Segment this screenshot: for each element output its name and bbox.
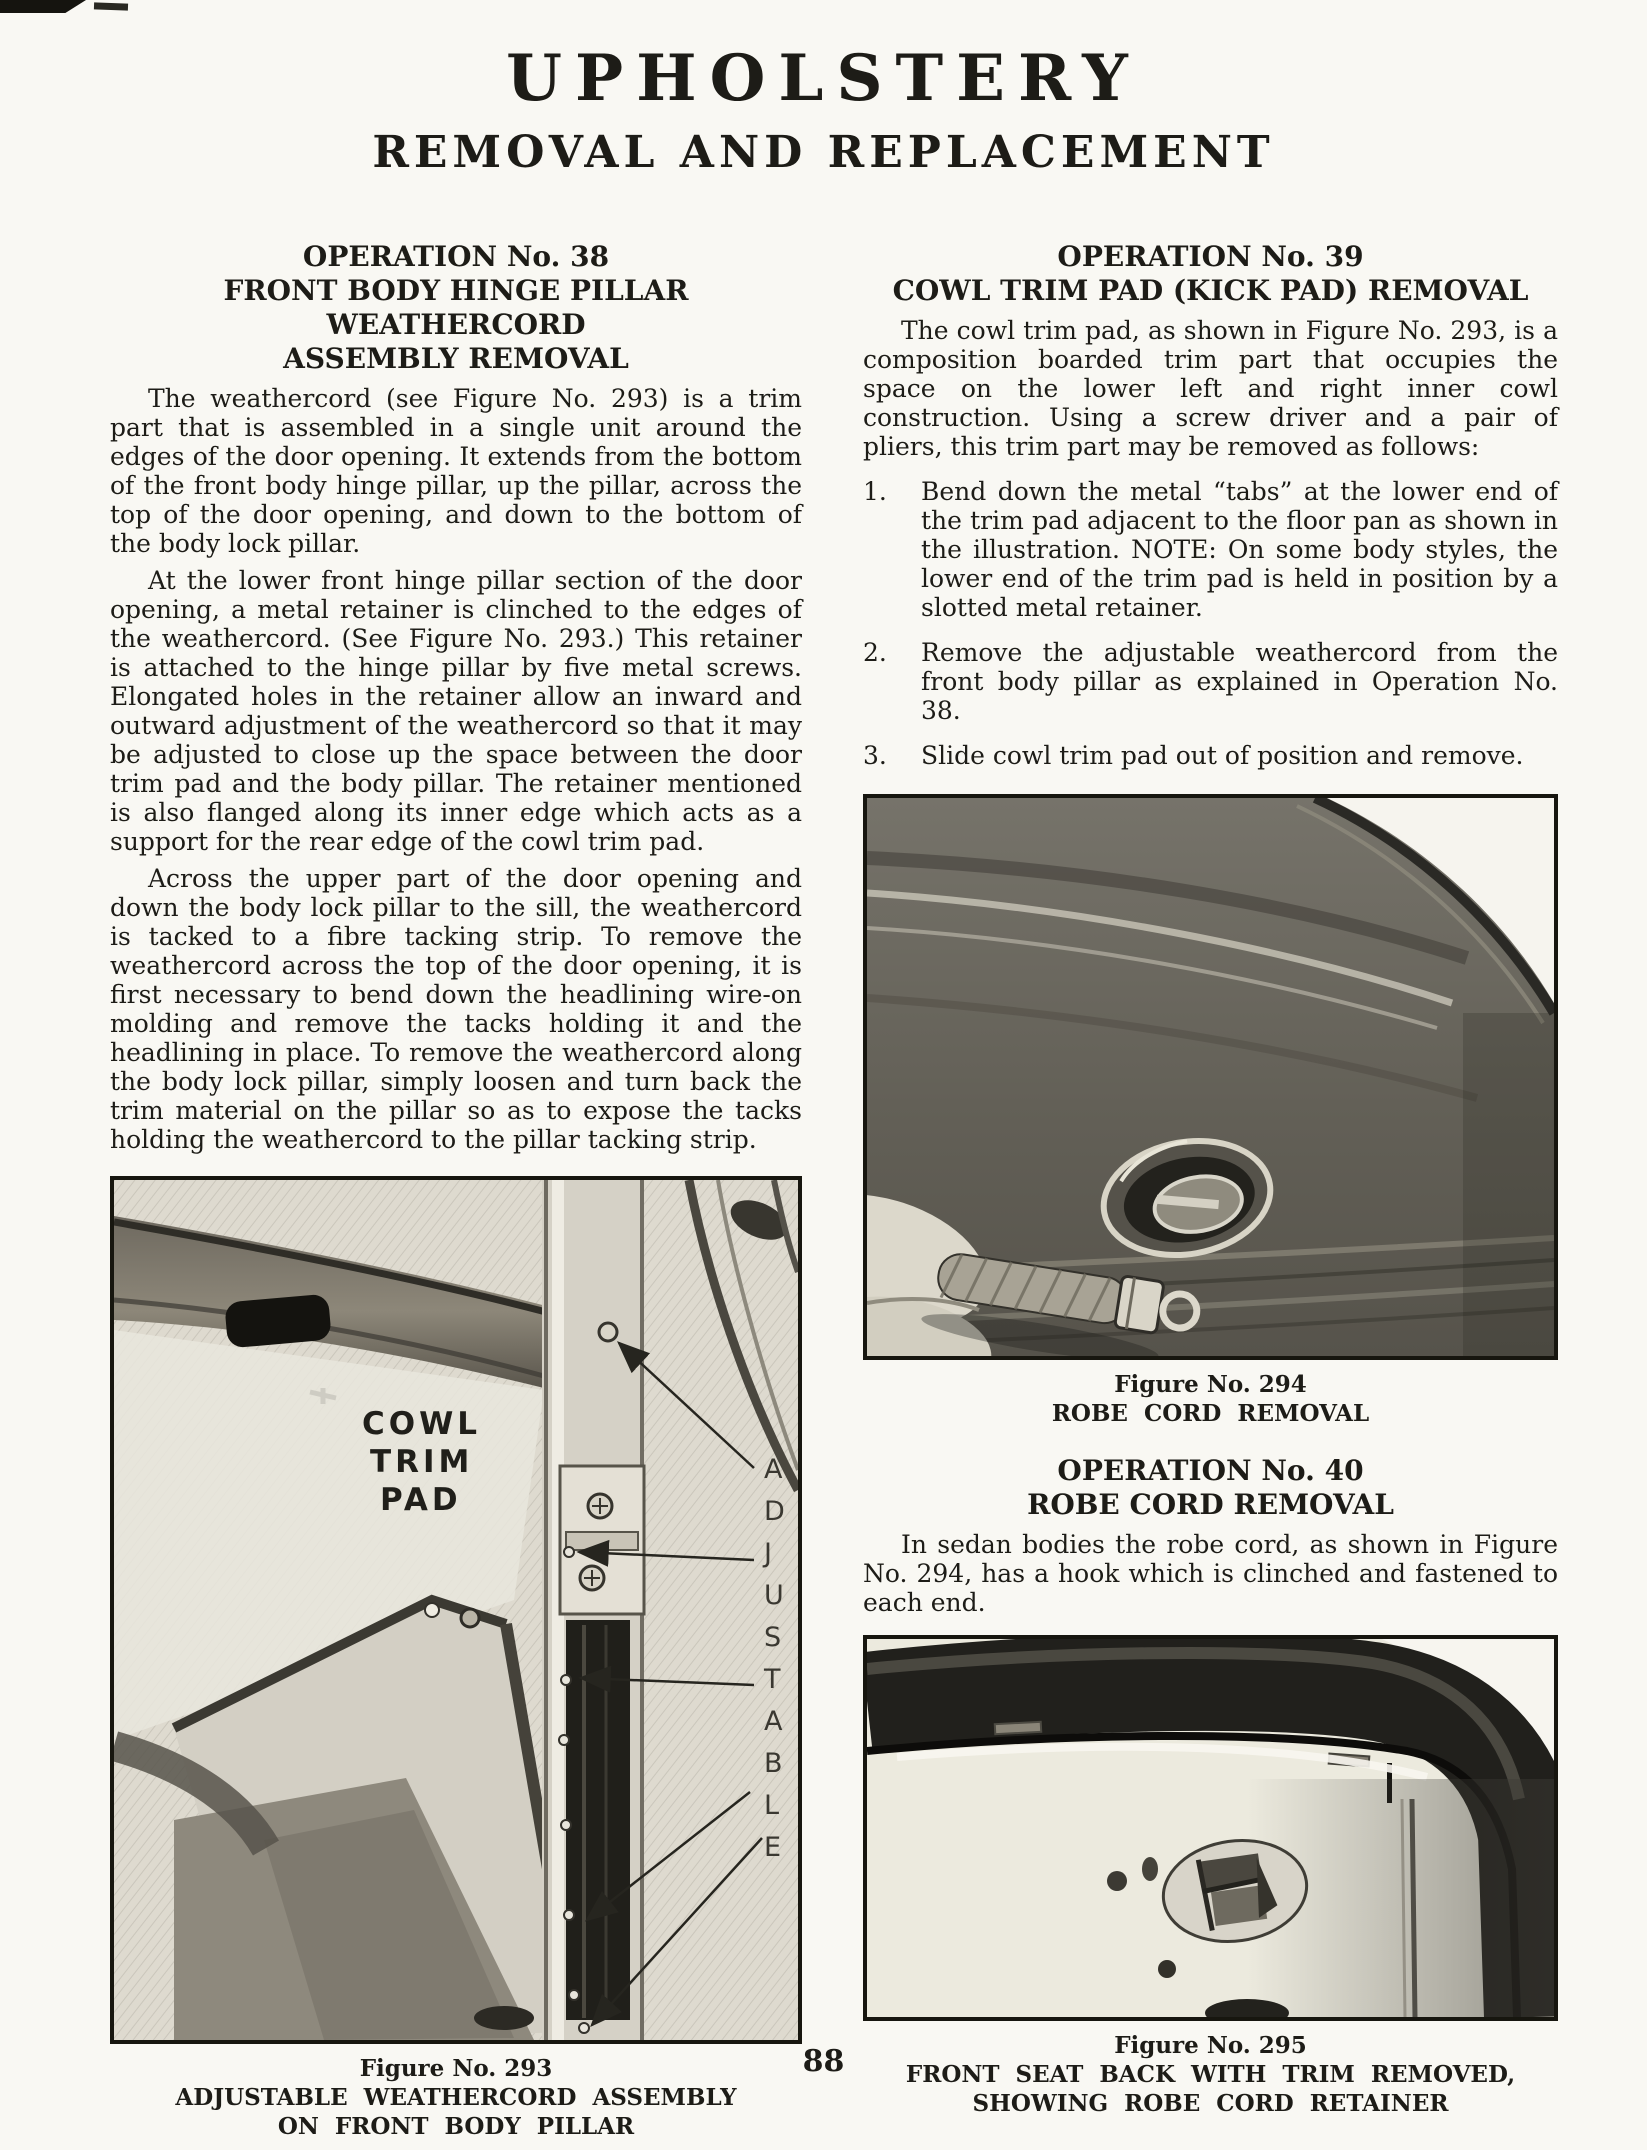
photo-label-trim: TRIM: [370, 1444, 474, 1480]
op39-intro: The cowl trim pad, as shown in Figure No. 293, is a composition boarded trim part that occupies the space on the lower left and right inner cowl construction. Using a screw driver and a pair of pliers, this trim part may be removed as follows:: [863, 316, 1558, 461]
seat-back-frame-photo: [867, 1639, 1554, 2017]
hinge-pillar-channel: [542, 1180, 644, 2040]
figure-295-caption-line3: SHOWING ROBE CORD RETAINER: [972, 2090, 1449, 2117]
right-column: [863, 240, 1558, 2118]
op39-heading-line2: COWL TRIM PAD (KICK PAD) REMOVAL: [892, 274, 1529, 307]
photo-label-pad: PAD: [380, 1482, 462, 1518]
op40-heading: [863, 1454, 1558, 1522]
op38-heading-line2: FRONT BODY HINGE PILLAR WEATHERCORD: [223, 274, 689, 341]
op39-heading-line1: OPERATION No. 39: [1057, 240, 1364, 273]
figure-295-number: Figure No. 295: [1114, 2032, 1307, 2059]
op39-heading: [863, 240, 1558, 308]
op38-heading: [110, 240, 802, 376]
adjustable-letter: U: [764, 1580, 784, 1611]
op38-heading-line1: OPERATION No. 38: [302, 240, 610, 273]
figure-294-caption: [863, 1370, 1558, 1428]
adjustable-letter: S: [764, 1622, 782, 1653]
step-number: 1.: [863, 477, 887, 506]
op40-heading-line2: ROBE CORD REMOVAL: [1027, 1488, 1394, 1521]
figure-293-photo: [110, 1176, 802, 2044]
page-title: UPHOLSTERY: [506, 41, 1141, 116]
step-number: 2.: [863, 638, 887, 667]
page-title-block: [0, 41, 1647, 178]
scan-artifact: [0, 0, 86, 13]
step-text: Remove the adjustable weathercord from the front body pillar as explained in Operation No. 38.: [921, 638, 1558, 725]
figure-293-caption-line3: ON FRONT BODY PILLAR: [277, 2113, 635, 2140]
figure-295-caption-line2: FRONT SEAT BACK WITH TRIM REMOVED,: [905, 2061, 1516, 2088]
robe-cord-photo: [867, 798, 1554, 1356]
adjustable-letter: D: [764, 1496, 785, 1527]
figure-293-number: Figure No. 293: [359, 2055, 553, 2082]
figure-293-caption-line2: ADJUSTABLE WEATHERCORD ASSEMBLY: [175, 2084, 737, 2111]
op40-heading-line1: OPERATION No. 40: [1057, 1454, 1364, 1487]
side-shading: [1463, 1013, 1554, 1356]
adjustable-letter: L: [764, 1790, 780, 1821]
op40-intro: In sedan bodies the robe cord, as shown in Figure No. 294, has a hook which is clinched and fastened to each end.: [863, 1530, 1558, 1617]
adjustable-letter: T: [764, 1664, 781, 1695]
page-number: 88: [802, 2044, 845, 2079]
adjustable-letter: B: [764, 1748, 783, 1779]
left-column: [110, 240, 802, 2141]
photo-label-cowl: COWL: [362, 1406, 482, 1442]
adjustable-letter: A: [764, 1454, 783, 1485]
figure-294-photo: [863, 794, 1558, 1360]
scan-artifact: [94, 2, 128, 10]
figure-295-photo: [863, 1635, 1558, 2021]
list-item: [863, 741, 1558, 770]
list-item: [863, 477, 1558, 622]
step-text: Bend down the metal “tabs” at the lower end of the trim pad adjacent to the floor pan as shown in the illustration. NOTE: On some body styles, the lower end of the trim pad is held in position by a slotted metal retainer.: [921, 477, 1558, 622]
adjustable-letter: E: [764, 1832, 782, 1863]
op38-paragraph-2: At the lower front hinge pillar section of the door opening, a metal retainer is clinched to the edges of the weathercord. (See Figure No. 293.) This retainer is attached to the hinge pillar by five metal screws. Elongated holes in the retainer allow an inward and outward adjustment of the weathercord so that it may be adjusted to close up the space between the door trim pad and the body pillar. The retainer mentioned is also flanged along its inner edge which acts as a support for the rear edge of the cowl trim pad.: [110, 566, 802, 856]
page-subtitle: REMOVAL AND REPLACEMENT: [372, 127, 1275, 178]
adjustable-letter: A: [764, 1706, 783, 1737]
figure-294-number: Figure No. 294: [1114, 1371, 1307, 1398]
op38-heading-line3: ASSEMBLY REMOVAL: [283, 342, 629, 375]
step-text: Slide cowl trim pad out of position and remove.: [921, 741, 1524, 770]
op38-paragraph-3: Across the upper part of the door opening and down the body lock pillar to the sill, the weathercord is tacked to a fibre tacking strip. To remove the weathercord across the top of the door opening, it is first necessary to bend down the headlining wire-on molding and remove the tacks holding it and the headlining in place. To remove the weathercord along the body lock pillar, simply loosen and turn back the trim material on the pillar so as to expose the tacks holding the weathercord to the pillar tacking strip.: [110, 864, 802, 1154]
list-item: [863, 638, 1558, 725]
step-number: 3.: [863, 741, 887, 770]
op39-steps: [863, 477, 1558, 770]
weathercord-pillar-photo: [114, 1180, 798, 2040]
op38-paragraph-1: The weathercord (see Figure No. 293) is a trim part that is assembled in a single unit around the edges of the door opening. It extends from the bottom of the front body hinge pillar, up the pillar, across the top of the door opening, and down to the bottom of the body lock pillar.: [110, 384, 802, 558]
figure-294-caption-line2: ROBE CORD REMOVAL: [1051, 1400, 1370, 1427]
adjustable-letter: J: [764, 1538, 772, 1569]
